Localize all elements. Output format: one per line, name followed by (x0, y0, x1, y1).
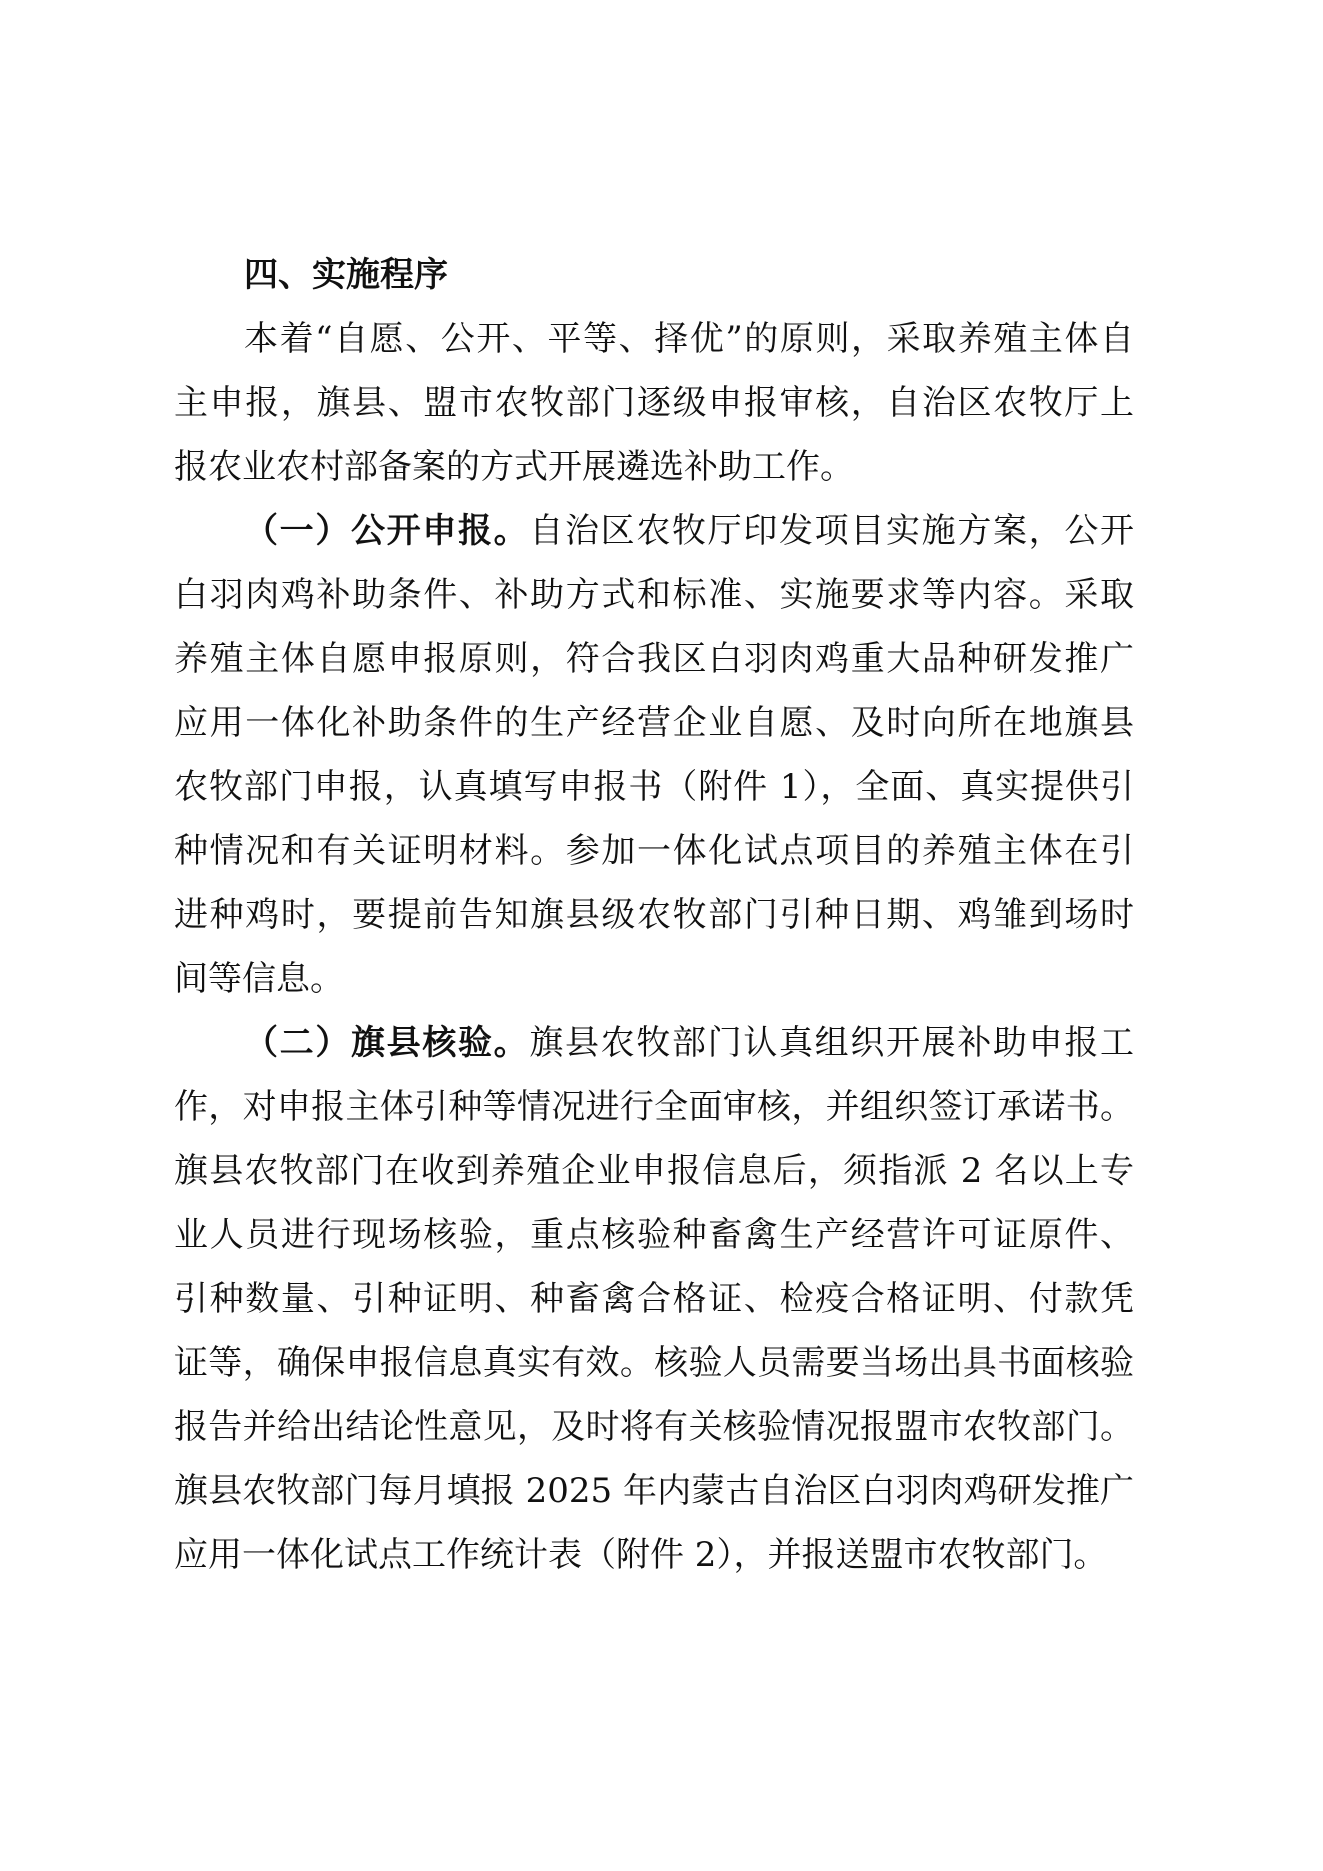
section2-line-3: 旗县农牧部门在收到养殖企业申报信息后，须指派 2 名以上专 (174, 1151, 1134, 1191)
intro-line-1: 本着“自愿、公开、平等、择优”的原则，采取养殖主体自 (244, 319, 1134, 359)
section2-line-5: 引种数量、引种证明、种畜禽合格证、检疫合格证明、付款凭 (174, 1279, 1134, 1319)
section1-first-line (174, 499, 1134, 563)
section1-line-5: 农牧部门申报，认真填写申报书（附件 1），全面、真实提供引 (174, 767, 1134, 807)
section1-line-4: 应用一体化补助条件的生产经营企业自愿、及时向所在地旗县 (174, 703, 1134, 743)
intro-line-2: 主申报，旗县、盟市农牧部门逐级申报审核，自治区农牧厅上 (174, 383, 1134, 423)
section1-line-6: 种情况和有关证明材料。参加一体化试点项目的养殖主体在引 (174, 831, 1134, 871)
document-body (174, 243, 1134, 1587)
section1-line-7: 进种鸡时，要提前告知旗县级农牧部门引种日期、鸡雏到场时 (174, 895, 1134, 935)
section2-line-9: 应用一体化试点工作统计表（附件 2），并报送盟市农牧部门。 (174, 1535, 1108, 1575)
section1-line-2: 白羽肉鸡补助条件、补助方式和标准、实施要求等内容。采取 (174, 575, 1134, 615)
section1-line-1: 自治区农牧厅印发项目实施方案，公开 (529, 511, 1134, 551)
section1-line-3: 养殖主体自愿申报原则，符合我区白羽肉鸡重大品种研发推广 (174, 639, 1134, 679)
section2-line-7: 报告并给出结论性意见，及时将有关核验情况报盟市农牧部门。 (174, 1407, 1134, 1447)
section2-line-4: 业人员进行现场核验，重点核验种畜禽生产经营许可证原件、 (174, 1215, 1134, 1255)
section2-first-line (174, 1011, 1134, 1075)
section1-line-8: 间等信息。 (174, 959, 344, 999)
section2-line-6: 证等，确保申报信息真实有效。核验人员需要当场出具书面核验 (174, 1343, 1134, 1383)
section-heading: 四、实施程序 (244, 255, 448, 295)
intro-line-3: 报农业农村部备案的方式开展遴选补助工作。 (174, 447, 854, 487)
section2-line-1: 旗县农牧部门认真组织开展补助申报工 (529, 1023, 1134, 1063)
section2-line-8: 旗县农牧部门每月填报 2025 年内蒙古自治区白羽肉鸡研发推广 (174, 1471, 1134, 1511)
section2-line-2: 作，对申报主体引种等情况进行全面审核，并组织签订承诺书。 (174, 1087, 1134, 1127)
section1-title: （一）公开申报。 (244, 511, 530, 551)
section2-title: （二）旗县核验。 (244, 1023, 530, 1063)
